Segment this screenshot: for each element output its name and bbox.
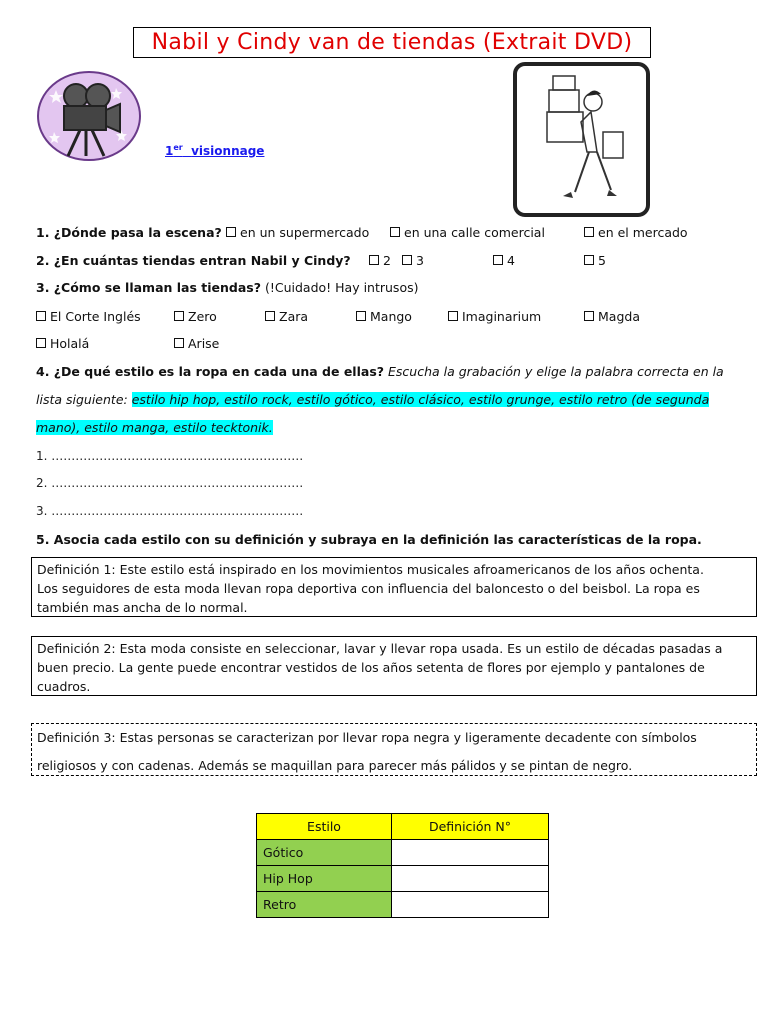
q3-option-2[interactable]: Zero	[174, 309, 217, 324]
question-4: 4. ¿De qué estilo es la ropa en cada una de ellas? Escucha la grabación y elige la palabra correcta en la	[36, 364, 724, 379]
definition-2	[31, 636, 757, 696]
checkbox-icon[interactable]	[226, 227, 236, 237]
table-cell-style: Gótico	[257, 840, 392, 866]
question-4-list-cont: mano), estilo manga, estilo tecktonik.	[36, 420, 273, 435]
q1-option-2[interactable]: en una calle comercial	[390, 225, 545, 240]
table-cell-style: Hip Hop	[257, 866, 392, 892]
answer-blank-3[interactable]: 3. ………………………………………………………	[36, 504, 304, 518]
definition-text: Los seguidores de esta moda llevan ropa deportiva con influencia del baloncesto o del beisbol. La ropa es	[37, 581, 700, 596]
definition-text: Definición 2: Esta moda consiste en seleccionar, lavar y llevar ropa usada. Es un estilo de décadas pasadas a	[37, 641, 723, 656]
q2-option-4[interactable]: 5	[584, 253, 606, 268]
definition-text: religiosos y con cadenas. Además se maquillan para parecer más pálidos y se pintan de negro.	[37, 758, 633, 773]
definition-text: Definición 1: Este estilo está inspirado en los movimientos musicales afroamericanos de los años ochenta.	[37, 562, 704, 577]
checkbox-icon[interactable]	[265, 311, 275, 321]
question-4-list: lista siguiente: estilo hip hop, estilo rock, estilo gótico, estilo clásico, estilo grunge, estilo retro (de segunda	[36, 392, 710, 407]
movie-camera-icon	[36, 70, 142, 162]
checkbox-icon[interactable]	[584, 311, 594, 321]
table-row	[257, 866, 549, 892]
q2-option-1[interactable]: 2	[369, 253, 391, 268]
style-definition-table	[256, 813, 549, 918]
answer-blank-2[interactable]: 2. ………………………………………………………	[36, 476, 304, 490]
definition-text: buen precio. La gente puede encontrar vestidos de los años setenta de flores por ejemplo y pantalones de	[37, 660, 705, 675]
checkbox-icon[interactable]	[174, 338, 184, 348]
table-cell-answer[interactable]	[392, 892, 549, 918]
q2-option-3[interactable]: 4	[493, 253, 515, 268]
q3-option-6[interactable]: Magda	[584, 309, 640, 324]
q1-option-3[interactable]: en el mercado	[584, 225, 688, 240]
checkbox-icon[interactable]	[369, 255, 379, 265]
table-cell-answer[interactable]	[392, 840, 549, 866]
q3-option-1[interactable]: El Corte Inglés	[36, 309, 141, 324]
table-cell-answer[interactable]	[392, 866, 549, 892]
checkbox-icon[interactable]	[584, 227, 594, 237]
checkbox-icon[interactable]	[584, 255, 594, 265]
definition-1	[31, 557, 757, 617]
table-header-row	[257, 814, 549, 840]
table-header: Estilo	[257, 814, 392, 840]
worksheet-title: Nabil y Cindy van de tiendas (Extrait DVD)	[133, 27, 651, 58]
definition-3	[31, 723, 757, 776]
checkbox-icon[interactable]	[402, 255, 412, 265]
q1-option-1[interactable]: en un supermercado	[226, 225, 369, 240]
q3-option-3[interactable]: Zara	[265, 309, 308, 324]
q3-option-8[interactable]: Arise	[174, 336, 219, 351]
q3-option-4[interactable]: Mango	[356, 309, 412, 324]
answer-blank-1[interactable]: 1. ………………………………………………………	[36, 449, 304, 463]
checkbox-icon[interactable]	[174, 311, 184, 321]
table-header: Definición N°	[392, 814, 549, 840]
question-2: 2. ¿En cuántas tiendas entran Nabil y Cindy?	[36, 253, 351, 268]
q3-option-7[interactable]: Holalá	[36, 336, 89, 351]
checkbox-icon[interactable]	[493, 255, 503, 265]
table-row	[257, 840, 549, 866]
checkbox-icon[interactable]	[390, 227, 400, 237]
checkbox-icon[interactable]	[356, 311, 366, 321]
checkbox-icon[interactable]	[36, 338, 46, 348]
shopper-illustration	[513, 62, 650, 217]
q2-option-2[interactable]: 3	[402, 253, 424, 268]
table-row	[257, 892, 549, 918]
question-5: 5. Asocia cada estilo con su definición y subraya en la definición las características de la ropa.	[36, 532, 702, 547]
definition-text: también mas ancha de lo normal.	[37, 600, 248, 615]
table-cell-style: Retro	[257, 892, 392, 918]
visionnage-label: 1er visionnage	[165, 143, 265, 158]
question-3: 3. ¿Cómo se llaman las tiendas? (!Cuidado! Hay intrusos)	[36, 280, 419, 295]
checkbox-icon[interactable]	[36, 311, 46, 321]
definition-text: cuadros.	[37, 679, 91, 694]
checkbox-icon[interactable]	[448, 311, 458, 321]
q3-option-5[interactable]: Imaginarium	[448, 309, 541, 324]
question-1: 1. ¿Dónde pasa la escena?	[36, 225, 222, 240]
definition-text: Definición 3: Estas personas se caracterizan por llevar ropa negra y ligeramente decadente con símbolos	[37, 730, 697, 745]
